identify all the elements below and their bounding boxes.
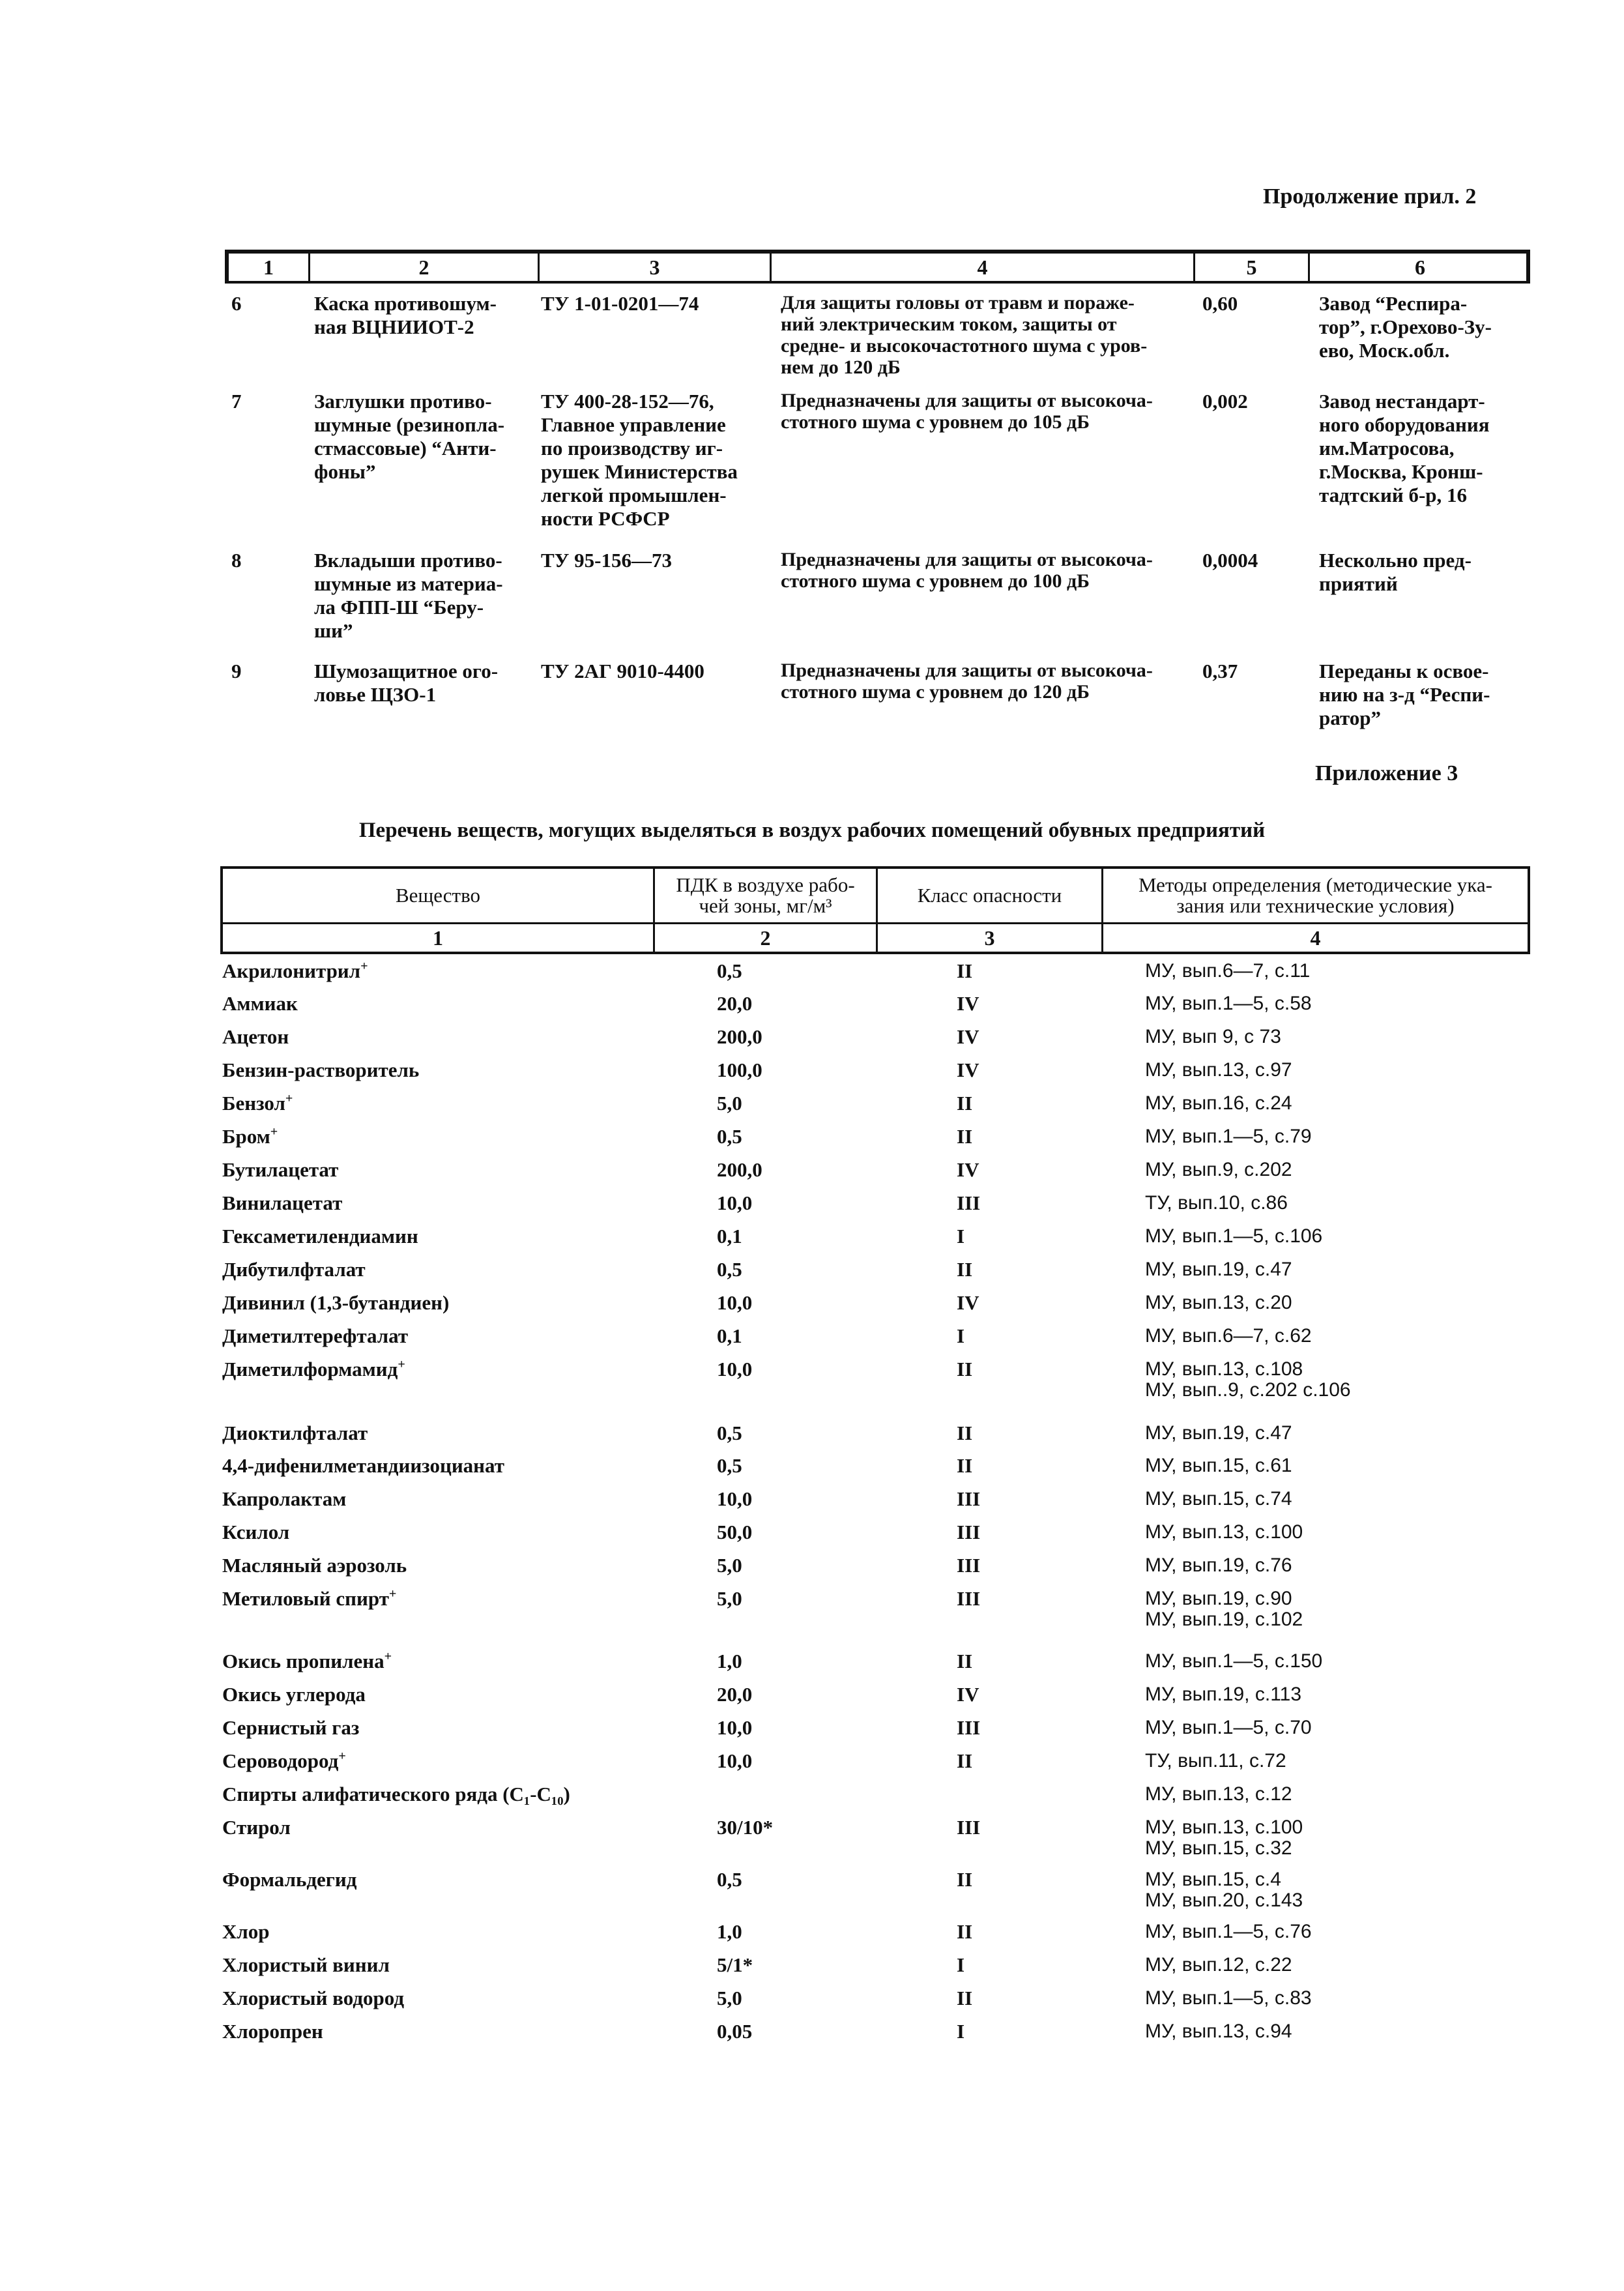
substance-name-text: Окись пропилена bbox=[222, 1650, 384, 1672]
substance-name bbox=[222, 1784, 570, 1805]
substance-name bbox=[222, 1817, 291, 1838]
device-maker: Переданы к освое- нию на з-д “Респи- ратор” bbox=[1319, 660, 1490, 729]
hazard-class: IV bbox=[957, 1291, 979, 1314]
substance-name bbox=[222, 1423, 368, 1444]
device-value: 0,37 bbox=[1202, 660, 1238, 682]
hazard-class: II bbox=[957, 959, 973, 982]
substance-name bbox=[222, 1193, 342, 1214]
substance-name-text: Винилацетат bbox=[222, 1191, 343, 1214]
table2-column-number: 3 bbox=[876, 922, 1101, 954]
substance-name-text: Сероводород bbox=[222, 1749, 339, 1772]
pdk-value: 10,0 bbox=[717, 1358, 753, 1380]
substance-name-text: Формальдегид bbox=[222, 1868, 357, 1891]
table1-header-cell: 1 bbox=[263, 255, 274, 279]
substance-name bbox=[222, 1555, 407, 1576]
device-purpose: Для защиты головы от травм и пораже- ний электрическим током, защиты от средне- и высокочастотного шума с уров- нем до 120 дБ bbox=[781, 292, 1148, 378]
substance-name-text: Акрилонитрил bbox=[222, 959, 361, 982]
table1-header-cell: 2 bbox=[308, 254, 538, 281]
table1-header-cell: 5 bbox=[1193, 254, 1308, 281]
substance-name-text: Стирол bbox=[222, 1816, 291, 1839]
hazard-class: III bbox=[957, 1716, 981, 1739]
pdk-value: 100,0 bbox=[717, 1058, 762, 1081]
pdk-value: 5,0 bbox=[717, 1587, 742, 1610]
substance-name bbox=[222, 1093, 293, 1114]
pdk-value: 5,0 bbox=[717, 1092, 742, 1115]
pdk-value: 10,0 bbox=[717, 1191, 753, 1214]
device-maker: Завод “Респира- тор”, г.Орехово-Зу- ево, Моск.обл. bbox=[1319, 292, 1492, 362]
device-name: Заглушки противо- шумные (резинопла- стмассовые) “Анти- фоны” bbox=[314, 390, 505, 483]
appendix-label: Приложение 3 bbox=[1315, 761, 1458, 785]
substance-name-text: Ацетон bbox=[222, 1025, 289, 1048]
substance-name bbox=[222, 1522, 289, 1543]
method-reference: МУ, вып.13, с.100 bbox=[1145, 1521, 1303, 1543]
substance-name-text: Масляный аэрозоль bbox=[222, 1554, 407, 1577]
table2-header-cell: Класс опасности bbox=[876, 869, 1101, 922]
pdk-value: 0,5 bbox=[717, 1258, 742, 1281]
hazard-mark: + bbox=[388, 1586, 397, 1601]
method-reference: МУ, вып.15, с.74 bbox=[1145, 1488, 1292, 1510]
pdk-value: 5/1* bbox=[717, 1953, 753, 1976]
device-value: 0,60 bbox=[1202, 292, 1238, 315]
substance-name-text: Дивинил (1,3-бутандиен) bbox=[222, 1291, 450, 1314]
pdk-value: 0,5 bbox=[717, 1868, 742, 1891]
device-standard: ТУ 2АГ 9010-4400 bbox=[541, 660, 704, 682]
table2-column-number: 1 bbox=[223, 922, 653, 954]
method-reference: МУ, вып.1—5, с.79 bbox=[1145, 1126, 1312, 1147]
table2-column-number: 4 bbox=[1101, 922, 1528, 954]
substance-name-text: Хлористый водород bbox=[222, 1987, 405, 2009]
method-reference: МУ, вып.1—5, с.70 bbox=[1145, 1717, 1312, 1738]
pdk-value: 0,5 bbox=[717, 1454, 742, 1477]
pdk-value: 200,0 bbox=[717, 1158, 762, 1181]
device-value: 0,0004 bbox=[1202, 549, 1258, 572]
substance-name bbox=[222, 1060, 419, 1081]
device-standard: ТУ 1-01-0201—74 bbox=[541, 292, 699, 315]
substance-name bbox=[222, 1988, 404, 2009]
pdk-value: 5,0 bbox=[717, 1554, 742, 1577]
pdk-value: 0,5 bbox=[717, 1422, 742, 1444]
substance-name-text: Гексаметилендиамин bbox=[222, 1225, 418, 1248]
substance-name-text: Сернистый газ bbox=[222, 1716, 360, 1739]
method-reference: ТУ, вып.10, с.86 bbox=[1145, 1192, 1288, 1214]
substance-name-text: Бензол bbox=[222, 1092, 285, 1115]
substance-name bbox=[222, 1489, 346, 1510]
method-reference: МУ, вып.1—5, с.76 bbox=[1145, 1921, 1312, 1942]
substance-name bbox=[222, 1326, 408, 1347]
substance-name bbox=[222, 2021, 323, 2042]
pdk-value: 50,0 bbox=[717, 1521, 753, 1543]
hazard-class: III bbox=[957, 1554, 981, 1577]
hazard-class: IV bbox=[957, 1158, 979, 1181]
hazard-class: II bbox=[957, 1987, 973, 2009]
substance-name-text: Хлор bbox=[222, 1920, 270, 1943]
row-number: 6 bbox=[231, 292, 242, 315]
substance-name bbox=[222, 1751, 346, 1772]
method-reference: МУ, вып.1—5, с.150 bbox=[1145, 1650, 1323, 1672]
pdk-value: 0,1 bbox=[717, 1225, 742, 1248]
pdk-value: 10,0 bbox=[717, 1487, 753, 1510]
table2-header-cell: Вещество bbox=[395, 884, 481, 907]
device-purpose: Предназначены для защиты от высокоча- стотного шума с уровнем до 105 дБ bbox=[781, 390, 1153, 433]
table1-header-cell: 3 bbox=[538, 254, 770, 281]
substance-name-text: Аммиак bbox=[222, 992, 298, 1015]
method-reference: ТУ, вып.11, с.72 bbox=[1145, 1750, 1286, 1772]
method-reference: МУ, вып.19, с.47 bbox=[1145, 1259, 1292, 1280]
method-reference: МУ, вып.13, с.108 МУ, вып..9, с.202 с.106 bbox=[1145, 1358, 1351, 1401]
hazard-class: I bbox=[957, 1324, 965, 1347]
method-reference: МУ, вып.19, с.76 bbox=[1145, 1554, 1292, 1576]
substance-name-text: Бутилацетат bbox=[222, 1158, 339, 1181]
substance-name bbox=[222, 1455, 504, 1476]
hazard-mark: + bbox=[384, 1649, 392, 1664]
substance-name bbox=[222, 1359, 405, 1380]
substance-name-text: Бром bbox=[222, 1125, 270, 1148]
device-name: Каска противошум- ная ВЦНИИОТ-2 bbox=[314, 292, 497, 338]
device-maker: Завод нестандарт- ного оборудования им.Матросова, г.Москва, Кронш- тадтский б-р, 16 bbox=[1319, 390, 1490, 506]
hazard-mark: + bbox=[398, 1357, 405, 1372]
substance-name bbox=[222, 1921, 270, 1942]
device-name: Шумозащитное ого- ловье ЩЗО-1 bbox=[314, 660, 499, 706]
row-number: 7 bbox=[231, 390, 242, 413]
pdk-value: 0,1 bbox=[717, 1324, 742, 1347]
pdk-value: 10,0 bbox=[717, 1749, 753, 1772]
substance-name bbox=[222, 1955, 390, 1976]
substance-name-text: Капролактам bbox=[222, 1487, 347, 1510]
hazard-class: III bbox=[957, 1487, 981, 1510]
pdk-value: 10,0 bbox=[717, 1291, 753, 1314]
hazard-class: II bbox=[957, 1258, 973, 1281]
device-name: Вкладыши противо- шумные из материа- ла ФПП-Ш “Беру- ши” bbox=[314, 549, 503, 642]
table1-header-cell: 4 bbox=[770, 254, 1193, 281]
table2-header-cell: ПДК в воздухе рабо- чей зоны, мг/м³ bbox=[653, 869, 876, 922]
row-number: 9 bbox=[231, 660, 242, 682]
hazard-class: III bbox=[957, 1521, 981, 1543]
pdk-value: 30/10* bbox=[717, 1816, 774, 1839]
row-number: 8 bbox=[231, 549, 242, 572]
hazard-class: IV bbox=[957, 1058, 979, 1081]
hazard-class: II bbox=[957, 1920, 973, 1943]
device-purpose: Предназначены для защиты от высокоча- стотного шума с уровнем до 120 дБ bbox=[781, 660, 1153, 703]
pdk-value: 0,5 bbox=[717, 1125, 742, 1148]
hazard-class: IV bbox=[957, 1025, 979, 1048]
substance-name bbox=[222, 961, 368, 982]
hazard-class: III bbox=[957, 1587, 981, 1610]
hazard-class: II bbox=[957, 1650, 973, 1672]
method-reference: МУ, вып.13, с.12 bbox=[1145, 1783, 1292, 1805]
substance-name-text: Спирты алифатического ряда (C₁-C₁₀) bbox=[222, 1783, 570, 1805]
table1-header-cell: 6 bbox=[1308, 254, 1530, 281]
substance-name bbox=[222, 1588, 396, 1609]
device-standard: ТУ 400-28-152—76, Главное управление по производству иг- рушек Министерства легкой промышлен- ности РСФСР bbox=[541, 390, 738, 530]
hazard-class: I bbox=[957, 1953, 965, 1976]
substance-name bbox=[222, 1027, 289, 1047]
method-reference: МУ, вып.1—5, с.106 bbox=[1145, 1225, 1323, 1247]
method-reference: МУ, вып.13, с.100 МУ, вып.15, с.32 bbox=[1145, 1817, 1303, 1859]
method-reference: МУ, вып.12, с.22 bbox=[1145, 1954, 1292, 1976]
hazard-class: II bbox=[957, 1749, 973, 1772]
method-reference: МУ, вып.13, с.20 bbox=[1145, 1292, 1292, 1313]
method-reference: МУ, вып.6—7, с.11 bbox=[1145, 960, 1311, 982]
substance-name bbox=[222, 1292, 449, 1313]
substance-name bbox=[222, 1717, 359, 1738]
hazard-class: III bbox=[957, 1816, 981, 1839]
method-reference: МУ, вып.15, с.4 МУ, вып.20, с.143 bbox=[1145, 1869, 1303, 1911]
substance-name bbox=[222, 1160, 338, 1180]
substance-name-text: Хлористый винил bbox=[222, 1953, 390, 1976]
substance-name-text: Диметилформамид bbox=[222, 1358, 398, 1380]
device-purpose: Предназначены для защиты от высокоча- стотного шума с уровнем до 100 дБ bbox=[781, 549, 1153, 592]
method-reference: МУ, вып.6—7, с.62 bbox=[1145, 1325, 1312, 1347]
method-reference: МУ, вып.19, с.90 МУ, вып.19, с.102 bbox=[1145, 1588, 1303, 1630]
hazard-class: I bbox=[957, 1225, 965, 1248]
hazard-class: I bbox=[957, 2020, 965, 2043]
hazard-class: II bbox=[957, 1422, 973, 1444]
method-reference: МУ, вып.13, с.97 bbox=[1145, 1059, 1292, 1081]
continuation-label: Продолжение прил. 2 bbox=[1263, 184, 1477, 209]
pdk-value: 20,0 bbox=[717, 1683, 753, 1706]
method-reference: МУ, вып.1—5, с.58 bbox=[1145, 993, 1312, 1014]
hazard-class: II bbox=[957, 1358, 973, 1380]
method-reference: МУ, вып.9, с.202 bbox=[1145, 1159, 1292, 1180]
hazard-mark: + bbox=[285, 1091, 293, 1106]
hazard-mark: + bbox=[338, 1749, 346, 1764]
pdk-value: 5,0 bbox=[717, 1987, 742, 2009]
substance-name-text: Ксилол bbox=[222, 1521, 290, 1543]
substance-name-text: 4,4-дифенилметандиизоцианат bbox=[222, 1454, 504, 1477]
substance-name-text: Метиловый спирт bbox=[222, 1587, 389, 1610]
substance-name-text: Диоктилфталат bbox=[222, 1422, 368, 1444]
pdk-value: 1,0 bbox=[717, 1920, 742, 1943]
substance-name bbox=[222, 1226, 418, 1247]
device-maker: Нескольно пред- приятий bbox=[1319, 549, 1472, 595]
pdk-value: 200,0 bbox=[717, 1025, 762, 1048]
method-reference: МУ, вып.15, с.61 bbox=[1145, 1455, 1292, 1476]
hazard-mark: + bbox=[270, 1124, 278, 1139]
hazard-class: IV bbox=[957, 1683, 979, 1706]
device-standard: ТУ 95-156—73 bbox=[541, 549, 673, 572]
hazard-class: II bbox=[957, 1125, 973, 1148]
substance-name bbox=[222, 1126, 278, 1147]
pdk-value: 10,0 bbox=[717, 1716, 753, 1739]
table2-header bbox=[220, 866, 1530, 954]
method-reference: МУ, вып.19, с.113 bbox=[1145, 1684, 1302, 1705]
hazard-mark: + bbox=[360, 959, 368, 974]
substance-name bbox=[222, 1651, 392, 1672]
method-reference: МУ, вып.19, с.47 bbox=[1145, 1422, 1292, 1444]
table1-header-row bbox=[225, 250, 1530, 284]
substance-name bbox=[222, 1259, 366, 1280]
substance-name bbox=[222, 1684, 366, 1705]
pdk-value: 20,0 bbox=[717, 992, 753, 1015]
device-value: 0,002 bbox=[1202, 390, 1248, 413]
table2-column-number: 2 bbox=[653, 922, 876, 954]
method-reference: МУ, вып.16, с.24 bbox=[1145, 1092, 1292, 1114]
hazard-class: III bbox=[957, 1191, 981, 1214]
pdk-value: 0,05 bbox=[717, 2020, 753, 2043]
hazard-class: IV bbox=[957, 992, 979, 1015]
method-reference: МУ, вып 9, с 73 bbox=[1145, 1026, 1281, 1047]
substance-name-text: Окись углерода bbox=[222, 1683, 366, 1706]
pdk-value: 0,5 bbox=[717, 959, 742, 982]
method-reference: МУ, вып.1—5, с.83 bbox=[1145, 1987, 1312, 2009]
substance-name-text: Дибутилфталат bbox=[222, 1258, 366, 1281]
substance-name-text: Диметилтерефталат bbox=[222, 1324, 409, 1347]
hazard-class: II bbox=[957, 1092, 973, 1115]
method-reference: МУ, вып.13, с.94 bbox=[1145, 2021, 1292, 2042]
substance-name bbox=[222, 1869, 356, 1890]
table2-header-cell: Методы определения (методические ука- зания или технические условия) bbox=[1101, 869, 1528, 922]
substance-name-text: Бензин-растворитель bbox=[222, 1058, 420, 1081]
hazard-class: II bbox=[957, 1868, 973, 1891]
substance-name bbox=[222, 993, 298, 1014]
pdk-value: 1,0 bbox=[717, 1650, 742, 1672]
substance-name-text: Хлоропрен bbox=[222, 2020, 323, 2043]
hazard-class: II bbox=[957, 1454, 973, 1477]
appendix-title: Перечень веществ, могущих выделяться в воздух рабочих помещений обувных предприятий bbox=[358, 819, 1266, 842]
